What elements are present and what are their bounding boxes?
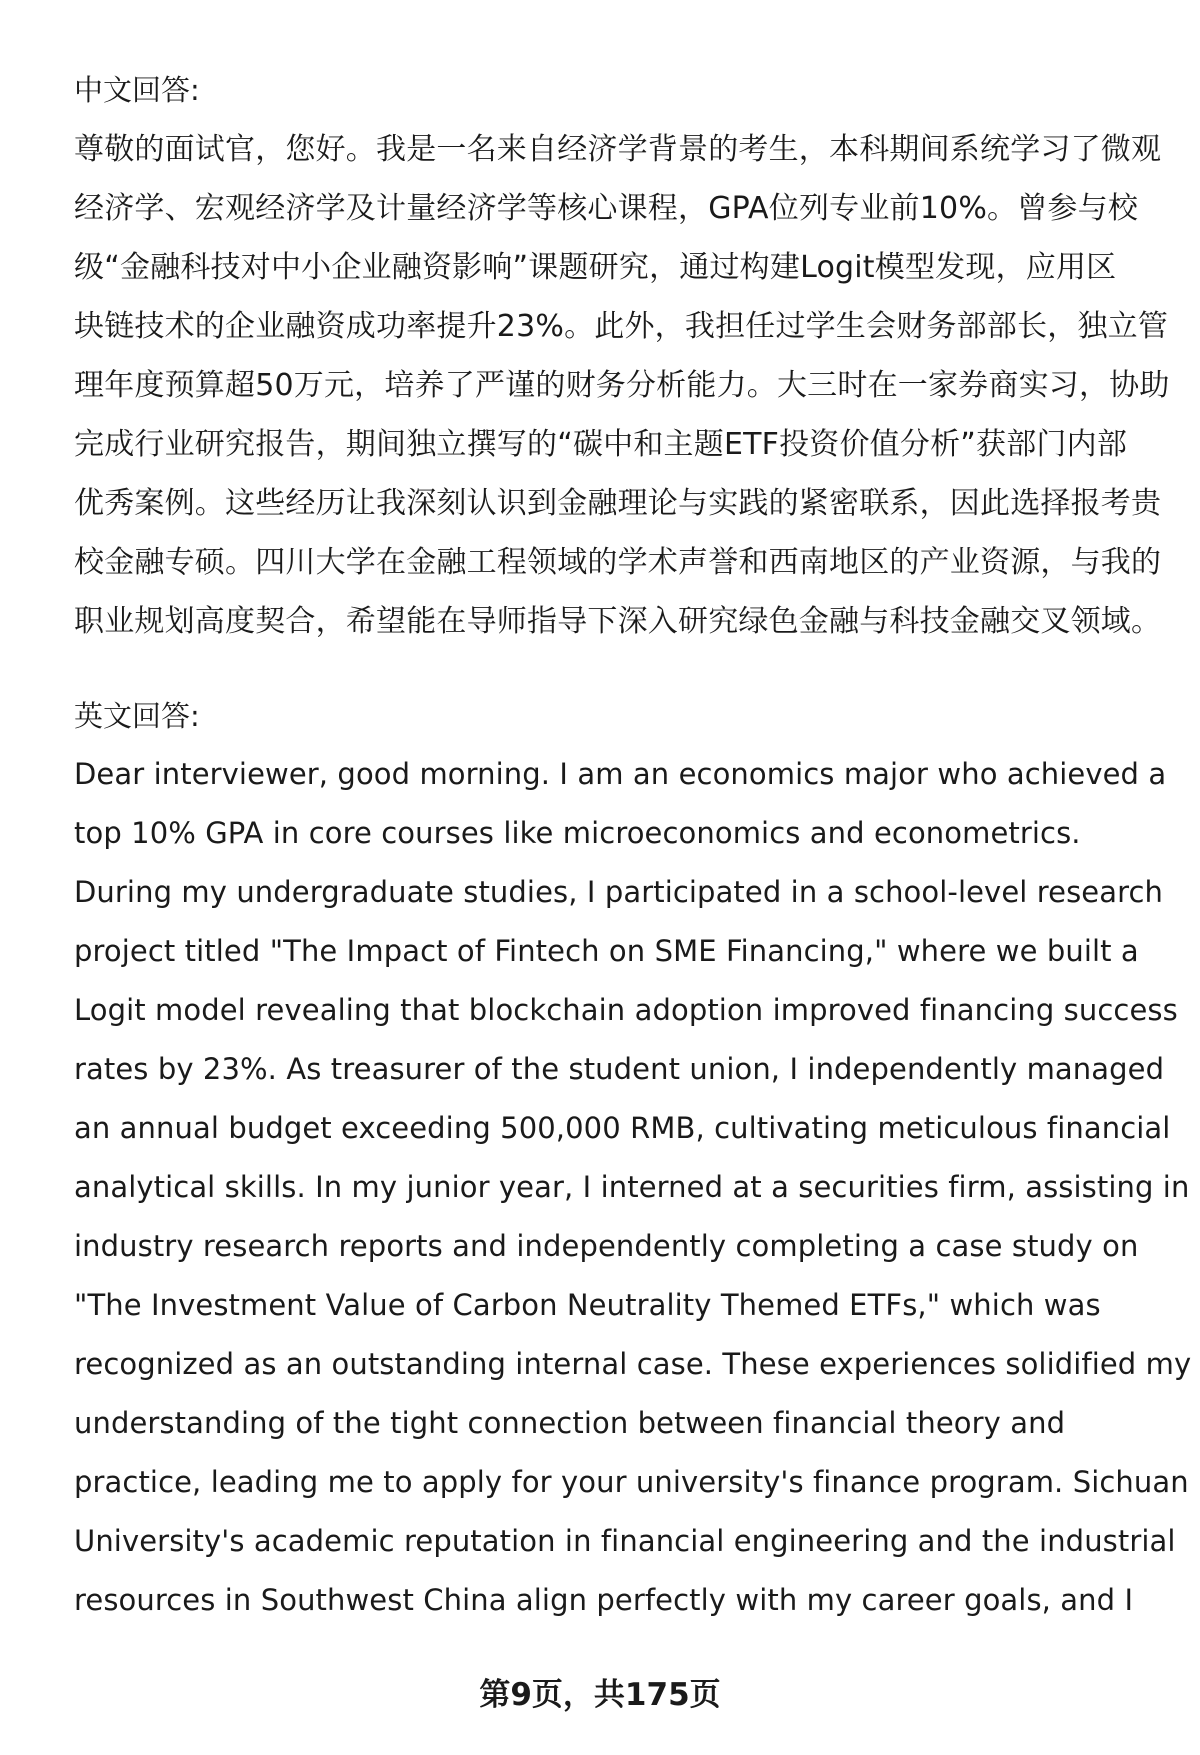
english-answer-line: industry research reports and independently completing a case study on <box>74 1229 1139 1263</box>
english-answer-line: practice, leading me to apply for your university's finance program. Sichuan <box>74 1465 1189 1499</box>
chinese-answer-line: 校金融专硕。四川大学在金融工程领域的学术声誉和西南地区的产业资源，与我的 <box>74 545 1162 580</box>
english-answer-line: analytical skills. In my junior year, I interned at a securities firm, assisting in <box>74 1170 1190 1204</box>
chinese-answer-line: 块链技术的企业融资成功率提升23%。此外，我担任过学生会财务部部长，独立管 <box>74 309 1169 344</box>
english-answer-line: top 10% GPA in core courses like microeconomics and econometrics. <box>74 816 1081 850</box>
english-answer-line: project titled "The Impact of Fintech on SME Financing," where we built a <box>74 934 1139 968</box>
chinese-answer-line: 尊敬的面试官，您好。我是一名来自经济学背景的考生，本科期间系统学习了微观 <box>74 132 1162 167</box>
english-answer-line: recognized as an outstanding internal case. These experiences solidified my <box>74 1347 1192 1381</box>
english-answer-line: Dear interviewer, good morning. I am an economics major who achieved a <box>74 757 1167 791</box>
english-answer-line: rates by 23%. As treasurer of the student union, I independently managed <box>74 1052 1165 1086</box>
chinese-answer-heading: 中文回答: <box>74 73 200 107</box>
chinese-answer-line: 理年度预算超50万元，培养了严谨的财务分析能力。大三时在一家券商实习，协助 <box>74 368 1170 403</box>
chinese-answer-line: 级“金融科技对中小企业融资影响”课题研究，通过构建Logit模型发现，应用区 <box>74 250 1117 285</box>
chinese-answer-line: 完成行业研究报告，期间独立撰写的“碳中和主题ETF投资价值分析”获部门内部 <box>74 427 1128 462</box>
english-answer-line: resources in Southwest China align perfectly with my career goals, and I <box>74 1583 1134 1617</box>
page-number-footer: 第9页，共175页 <box>479 1677 721 1713</box>
chinese-answer-line: 优秀案例。这些经历让我深刻认识到金融理论与实践的紧密联系，因此选择报考贵 <box>74 486 1162 521</box>
english-answer-line: "The Investment Value of Carbon Neutrality Themed ETFs," which was <box>74 1288 1101 1322</box>
english-answer-line: understanding of the tight connection between financial theory and <box>74 1406 1066 1440</box>
english-answer-line: an annual budget exceeding 500,000 RMB, cultivating meticulous financial <box>74 1111 1171 1145</box>
english-answer-line: Logit model revealing that blockchain adoption improved financing success <box>74 993 1178 1027</box>
english-answer-line: University's academic reputation in financial engineering and the industrial <box>74 1524 1176 1558</box>
english-answer-heading: 英文回答: <box>74 699 200 733</box>
chinese-answer-line: 经济学、宏观经济学及计量经济学等核心课程，GPA位列专业前10%。曾参与校 <box>74 191 1139 226</box>
chinese-answer-line: 职业规划高度契合，希望能在导师指导下深入研究绿色金融与科技金融交叉领域。 <box>74 604 1162 639</box>
english-answer-line: During my undergraduate studies, I participated in a school-level research <box>74 875 1163 909</box>
